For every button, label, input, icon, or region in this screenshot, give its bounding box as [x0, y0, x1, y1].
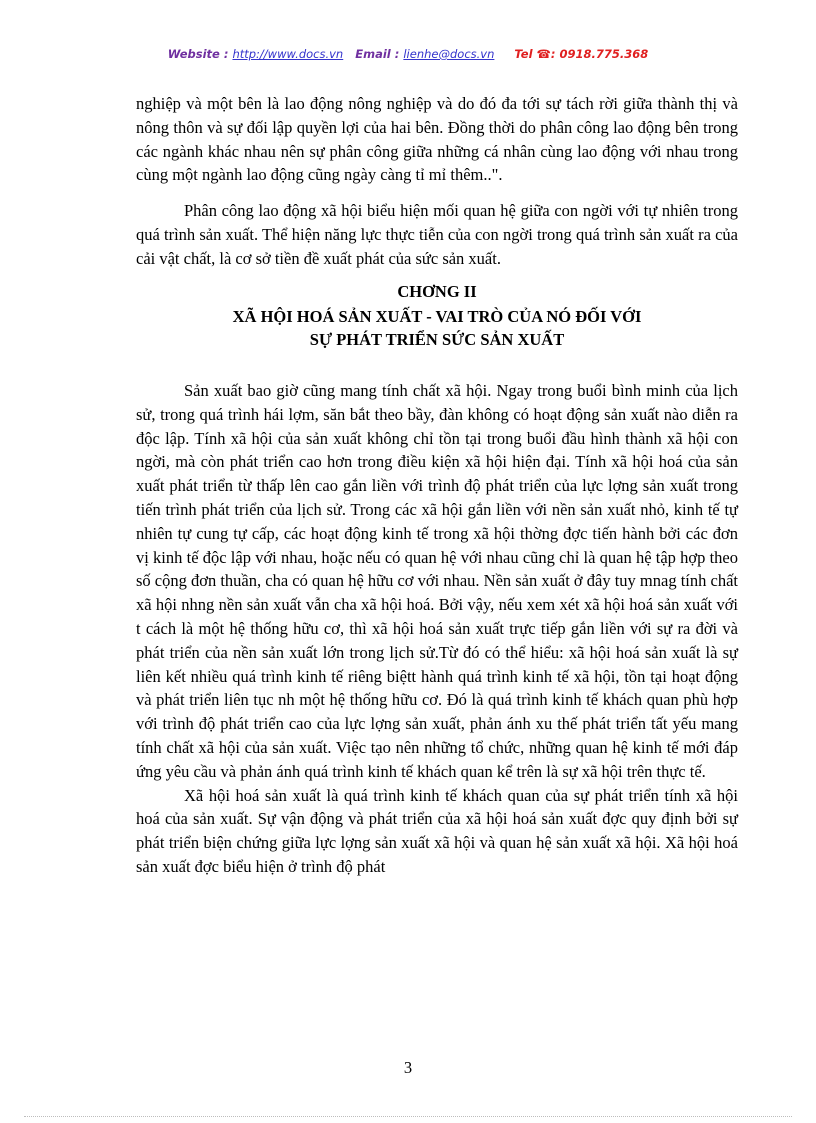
- website-link[interactable]: http://www.docs.vn: [232, 47, 344, 61]
- email-label: Email :: [355, 47, 400, 61]
- page-header: [0, 47, 816, 61]
- paragraph-division-of-labor: Phân công lao động xã hội biểu hiện mối quan hệ giữa con ngời với tự nhiên trong quá trình sản xuất. Thể hiện năng lực thực tiễn của con ngời trong quá trình sản xuất ra của cải vật chất, là cơ sở tiền đề xuất phát của sức sản xuất.: [136, 201, 738, 268]
- page-number: 3: [403, 1058, 413, 1077]
- chapter-heading: [136, 281, 738, 352]
- chapter-number: CHƠNG II: [397, 281, 477, 301]
- tel-label: Tel: [514, 47, 533, 61]
- paragraph-production-social: Sản xuất bao giờ cũng mang tính chất xã hội. Ngay trong buổi bình minh của lịch sử, trong quá trình hái lợm, săn bắt theo bầy, đàn không có hoạt động sản xuất nào diễn ra độc lập. Tính xã hội của sản xuất không chỉ tồn tại trong buổi đầu hình thành xã hội con ngời, mà còn phát triển cao hơn trong điều kiện xã hội hiện đại. Tính xã hội hoá của sản xuất phát triển từ thấp lên cao gắn liền với trình độ phát triển của lực lợng sản xuất trong tiến trình phát triển của lịch sử. Trong các xã hội gắn liền với nền sản xuất nhỏ, kinh tế tự nhiên tự cung tự cấp, các hoạt động kinh tế trong xã hội thờng đợc tiến hành bởi các đơn vị kinh tế độc lập với nhau, hoặc nếu có quan hệ với nhau cũng chỉ là quan hệ tập hợp theo số cộng đơn thuần, cha có quan hệ hữu cơ với nhau. Nền sản xuất ở đây tuy mnag tính chất xã hội nhng nền sản xuất vẫn cha xã hội hoá. Bởi vậy, nếu xem xét xã hội hoá sản xuất với t cách là một hệ thống hữu cơ, thì xã hội hoá sản xuất trực tiếp gắn liền với sự ra đời và phát triển của nền sản xuất lớn trong lịch sử.Từ đó có thể hiểu: xã hội hoá sản xuất là sự liên kết nhiều quá trình kinh tế riêng biệtt hành quá trình kinh tế xã hội, tồn tại hoạt động và phát triển liên tục nh một hệ thống hữu cơ. Đó là quá trình kinh tế khách quan phù hợp với trình độ phát triển cao của lực lợng sản xuất, phản ánh xu thế phát triển tất yếu mang tính chất xã hội của sản xuất. Việc tạo nên những tổ chức, những quan hệ kinh tế mới đáp ứng yêu cầu và phản ánh quá trình kinh tế khách quan kể trên là sự xã hội trên thực tế.: [136, 381, 738, 781]
- footer-divider: [24, 1116, 792, 1117]
- heading-spacer: [136, 351, 738, 379]
- website-label: Website :: [167, 47, 229, 61]
- phone-icon: ☎: [536, 47, 551, 61]
- phone-number: : 0918.775.368: [550, 47, 649, 61]
- paragraph-socialization: Xã hội hoá sản xuất là quá trình kinh tế khách quan của sự phát triển tính xã hội hoá của sản xuất. Sự vận động và phát triển của xã hội hoá sản xuất đợc quy định bởi sự phát triển biện chứng giữa lực lợng sản xuất xã hội và quan hệ sản xuất xã hội. Xã hội hoá sản xuất đợc biểu hiện ở trình độ phát: [136, 785, 738, 877]
- chapter-title-line-1: XÃ HỘI HOÁ SẢN XUẤT - VAI TRÒ CỦA NÓ ĐỐI VỚI: [232, 307, 642, 327]
- email-link[interactable]: lienhe@docs.vn: [403, 47, 495, 61]
- chapter-title-line-2: SỰ PHÁT TRIỂN SỨC SẢN XUẤT: [309, 330, 565, 350]
- paragraph-continued: nghiệp và một bên là lao động nông nghiệp và do đó đa tới sự tách rời giữa thành thị và nông thôn và sự đối lập quyền lợi của hai bên. Đồng thời do phân công lao động bên trong các ngành khác nhau nên sự phân công giữa những cá nhân cùng lao động với nhau trong cùng một ngành lao động cũng ngày càng tỉ mỉ thêm..".: [136, 94, 738, 185]
- document-body: [136, 92, 738, 879]
